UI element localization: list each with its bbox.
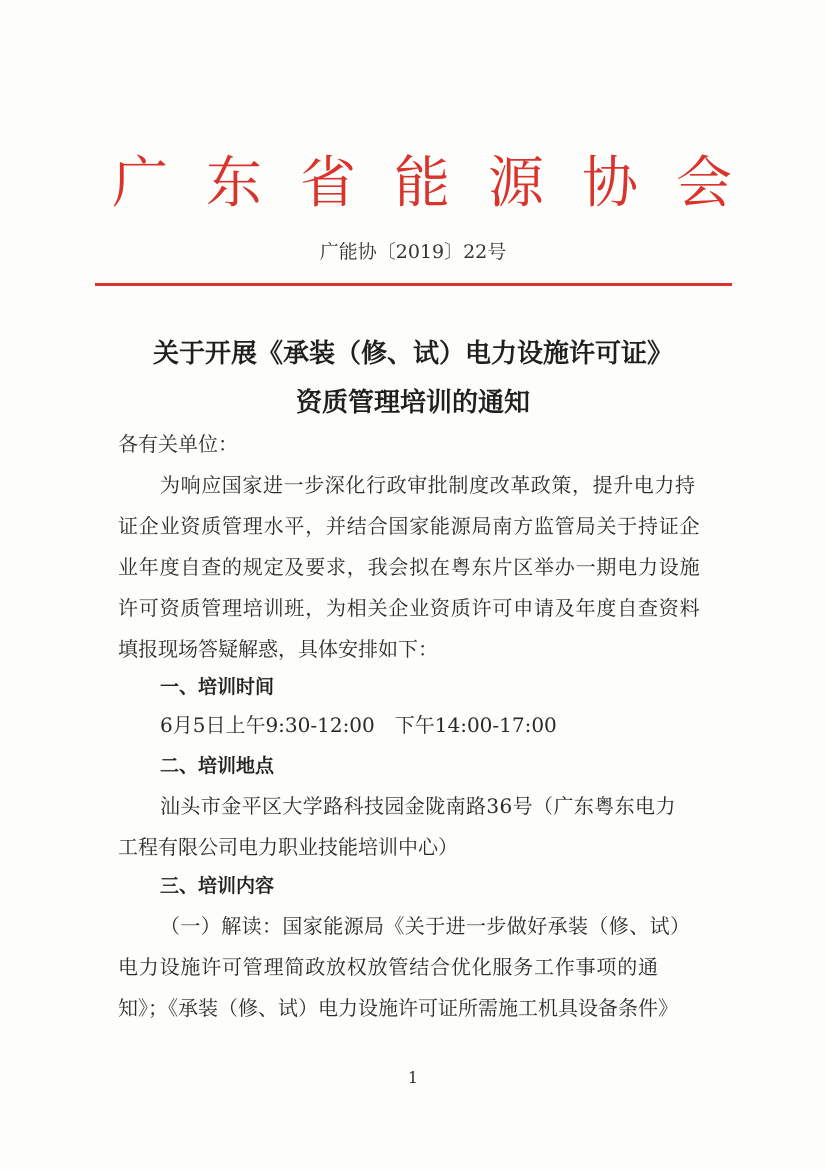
intro-line-4: 许可资质管理培训班，为相关企业资质许可申请及年度自查资料 — [118, 596, 701, 620]
letterhead-char: 协 — [582, 151, 638, 216]
notice-title-line-1: 关于开展《承装（修、试）电力设施许可证》 — [152, 339, 673, 369]
section-2-heading: 二、培训地点 — [160, 755, 275, 777]
intro-line-5: 填报现场答疑解惑，具体安排如下： — [118, 637, 438, 661]
document-number: 广能协〔2019〕22号 — [319, 241, 507, 263]
intro-line-1: 为响应国家进一步深化行政审批制度改革政策，提升电力持 — [160, 473, 696, 497]
letterhead-char: 广 — [112, 151, 168, 216]
letterhead-char: 东 — [206, 151, 262, 216]
letterhead-title — [112, 148, 732, 220]
section-3-line-2: 电力设施许可管理简政放权放管结合优化服务工作事项的通 — [118, 955, 659, 979]
letterhead-char: 能 — [394, 151, 450, 216]
red-divider-line — [95, 283, 732, 286]
notice-title-line-2: 资质管理培训的通知 — [295, 388, 530, 418]
intro-line-2: 证企业资质管理水平，并结合国家能源局南方监管局关于持证企 — [118, 514, 701, 538]
letterhead-char: 省 — [300, 151, 356, 216]
letterhead-char: 源 — [488, 151, 544, 216]
section-2-line-2: 工程有限公司电力职业技能培训中心） — [118, 835, 458, 859]
section-1-text: 6月5日上午9:30-12:00 下午14:00-17:00 — [160, 713, 557, 737]
section-3-line-3: 知》；《承装（修、试）电力设施许可证所需施工机具设备条件》 — [118, 996, 678, 1020]
section-1-heading: 一、培训时间 — [160, 676, 275, 698]
section-2-line-1: 汕头市金平区大学路科技园金陇南路36号（广东粤东电力 — [160, 794, 676, 818]
letterhead-char: 会 — [676, 151, 732, 216]
page-number: 1 — [407, 1068, 419, 1087]
salutation: 各有关单位： — [118, 432, 238, 456]
section-3-line-1: （一）解读：国家能源局《关于进一步做好承装（修、试） — [160, 914, 691, 938]
intro-line-3: 业年度自查的规定及要求，我会拟在粤东片区举办一期电力设施 — [118, 555, 701, 579]
section-3-heading: 三、培训内容 — [160, 875, 275, 897]
